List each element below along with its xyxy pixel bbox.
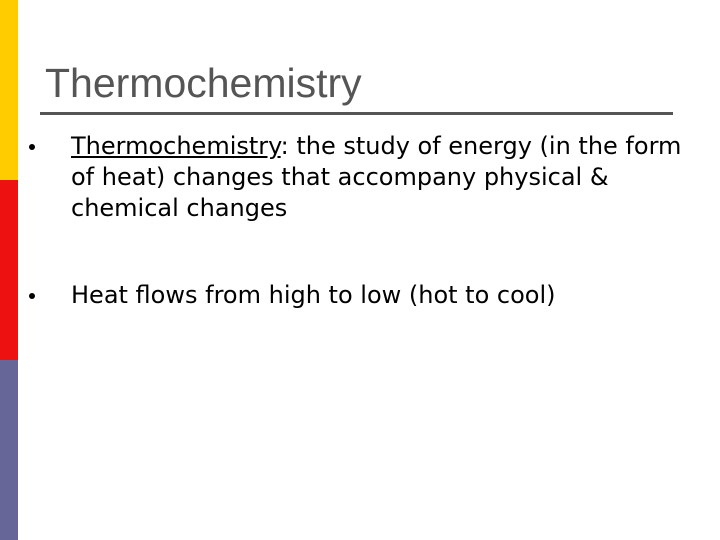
definition-text: : the study of energy (in the form of heat) changes that accompany physical & chemical changes bbox=[71, 132, 682, 222]
bullet-dot-icon bbox=[29, 293, 35, 299]
sidebar-color-block-yellow bbox=[0, 0, 18, 180]
sidebar-color-block-red bbox=[0, 180, 18, 360]
bullet-dot-icon bbox=[29, 144, 35, 150]
bullet-text-definition bbox=[71, 131, 686, 224]
slide-title: Thermochemistry bbox=[45, 60, 362, 106]
title-underline-rule bbox=[40, 112, 673, 115]
defined-term: Thermochemistry bbox=[71, 132, 281, 160]
bullet-text-heat-flow: Heat flows from high to low (hot to cool) bbox=[71, 281, 556, 309]
sidebar-color-block-blue bbox=[0, 360, 18, 540]
